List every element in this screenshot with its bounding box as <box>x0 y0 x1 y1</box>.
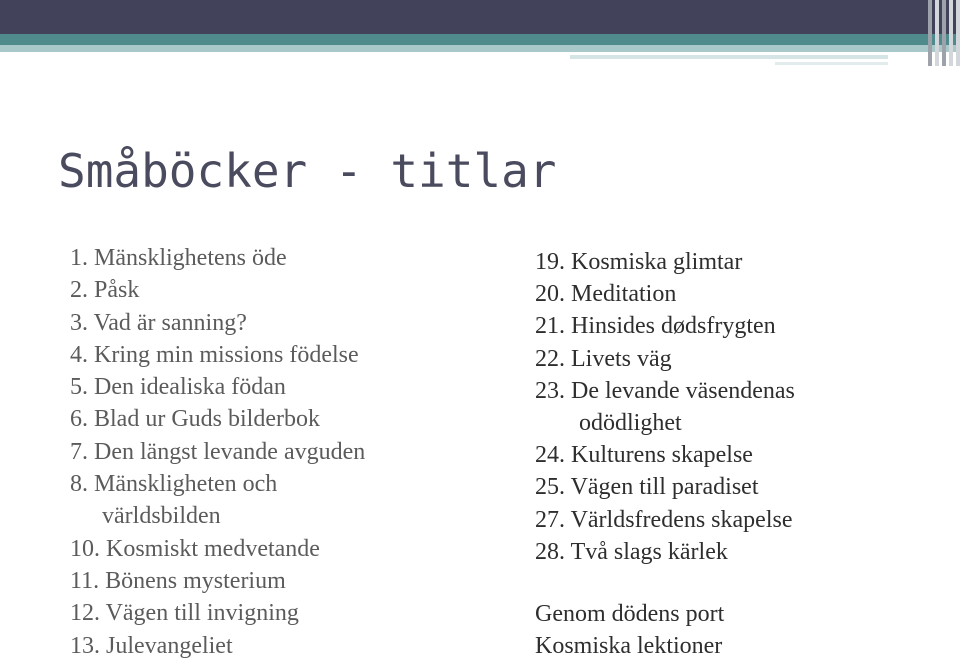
list-item: 20. Meditation <box>535 281 677 308</box>
header-light-band <box>0 45 960 52</box>
list-item: 23. De levande väsendenas <box>535 377 795 404</box>
slide-title: Småböcker - titlar <box>58 144 557 198</box>
list-item: 19. Kosmiska glimtar <box>535 249 743 275</box>
list-item: 13. Julevangeliet <box>70 632 233 659</box>
list-item: Kosmiska lektioner <box>535 633 723 660</box>
list-item-continuation: världsbilden <box>102 503 221 530</box>
list-item: 12. Vägen till invigning <box>70 600 299 627</box>
header-stripe-short <box>775 62 888 65</box>
header-bar <box>0 0 960 34</box>
list-item: 2. Påsk <box>70 277 140 304</box>
list-item: 25. Vägen till paradiset <box>535 474 759 501</box>
list-item: 28. Två slags kärlek <box>535 538 728 565</box>
list-item: 7. Den längst levande avguden <box>70 438 366 465</box>
list-item: 1. Mänsklighetens öde <box>70 245 287 271</box>
list-item: 6. Blad ur Guds bilderbok <box>70 406 320 433</box>
list-item: 11. Bönens mysterium <box>70 567 286 594</box>
list-item-continuation: odödlighet <box>579 409 682 436</box>
list-item: 21. Hinsides dødsfrygten <box>535 313 776 340</box>
list-item: 24. Kulturens skapelse <box>535 442 753 469</box>
left-title-list <box>70 242 365 662</box>
list-item: Genom dödens port <box>535 600 725 627</box>
list-item: 3. Vad är sanning? <box>70 309 247 336</box>
list-spacer <box>535 568 795 598</box>
header-stripe <box>570 55 888 59</box>
right-title-list <box>535 246 795 662</box>
list-item: 22. Livets väg <box>535 345 672 372</box>
header-corner-bars <box>924 0 960 66</box>
list-item: 10. Kosmiskt medvetande <box>70 535 320 562</box>
list-item: 4. Kring min missions födelse <box>70 341 359 368</box>
header-teal-band <box>0 34 960 45</box>
list-item: 27. Världsfredens skapelse <box>535 506 793 533</box>
list-item: 8. Mänskligheten och <box>70 471 278 498</box>
list-item: 5. Den idealiska födan <box>70 374 286 401</box>
